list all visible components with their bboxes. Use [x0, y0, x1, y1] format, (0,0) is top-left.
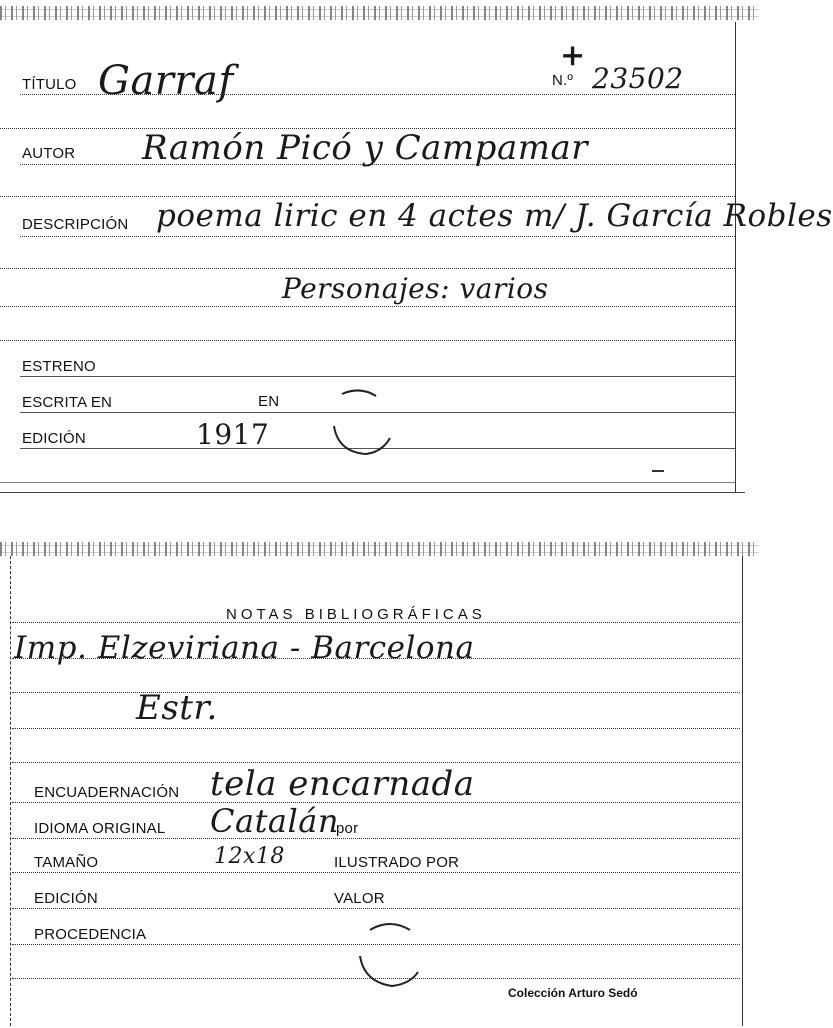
circular-stamp-mark — [350, 916, 430, 996]
titulo-value: Garraf — [98, 58, 234, 104]
scan-edge-noise — [0, 542, 759, 556]
scan-edge-noise — [0, 6, 759, 20]
descripcion-value: poema liric en 4 actes m/ J. García Robles — [156, 198, 833, 234]
por-label: por — [336, 820, 359, 837]
edicion-value: 1917 — [196, 418, 270, 451]
idioma-label: IDIOMA ORIGINAL — [34, 820, 166, 837]
card-left-edge — [10, 556, 11, 1026]
circular-stamp-mark — [320, 382, 400, 462]
escrita-en-label: ESCRITA EN — [22, 394, 113, 411]
card-right-edge — [735, 22, 736, 492]
tamano-value: 12x18 — [214, 844, 285, 869]
idioma-value: Catalán — [210, 802, 339, 840]
descripcion-label: DESCRIPCIÓN — [22, 216, 129, 233]
numero-label: N.º — [552, 72, 574, 89]
notas-line-1: Imp. Elzeviriana - Barcelona — [14, 630, 475, 666]
tamano-label: TAMAÑO — [34, 854, 99, 871]
autor-value: Ramón Picó y Campamar — [142, 128, 588, 168]
en-label: EN — [258, 393, 280, 410]
ilustrado-label: ILUSTRADO POR — [334, 854, 460, 871]
catalog-card-front — [0, 0, 833, 495]
procedencia-label: PROCEDENCIA — [34, 926, 147, 943]
titulo-label: TÍTULO — [22, 76, 77, 93]
edicion-label-back: EDICIÓN — [34, 890, 98, 907]
descripcion-value-2: Personajes: varios — [282, 272, 549, 305]
card-right-edge — [742, 556, 743, 1026]
autor-label: AUTOR — [22, 145, 76, 162]
encuadernacion-value: tela encarnada — [210, 764, 475, 804]
notas-title: NOTAS BIBLIOGRÁFICAS — [226, 606, 486, 623]
edicion-label: EDICIÓN — [22, 430, 86, 447]
coleccion-credit: Colección Arturo Sedó — [508, 986, 638, 1000]
added-cross-mark: + — [560, 38, 586, 73]
card-bottom-edge — [0, 492, 745, 493]
valor-label: VALOR — [334, 890, 385, 907]
encuadernacion-label: ENCUADERNACIÓN — [34, 784, 180, 801]
numero-value: 23502 — [592, 62, 684, 95]
catalog-card-back — [0, 538, 759, 1028]
notas-line-2: Estr. — [136, 688, 218, 728]
estreno-label: ESTRENO — [22, 358, 96, 375]
